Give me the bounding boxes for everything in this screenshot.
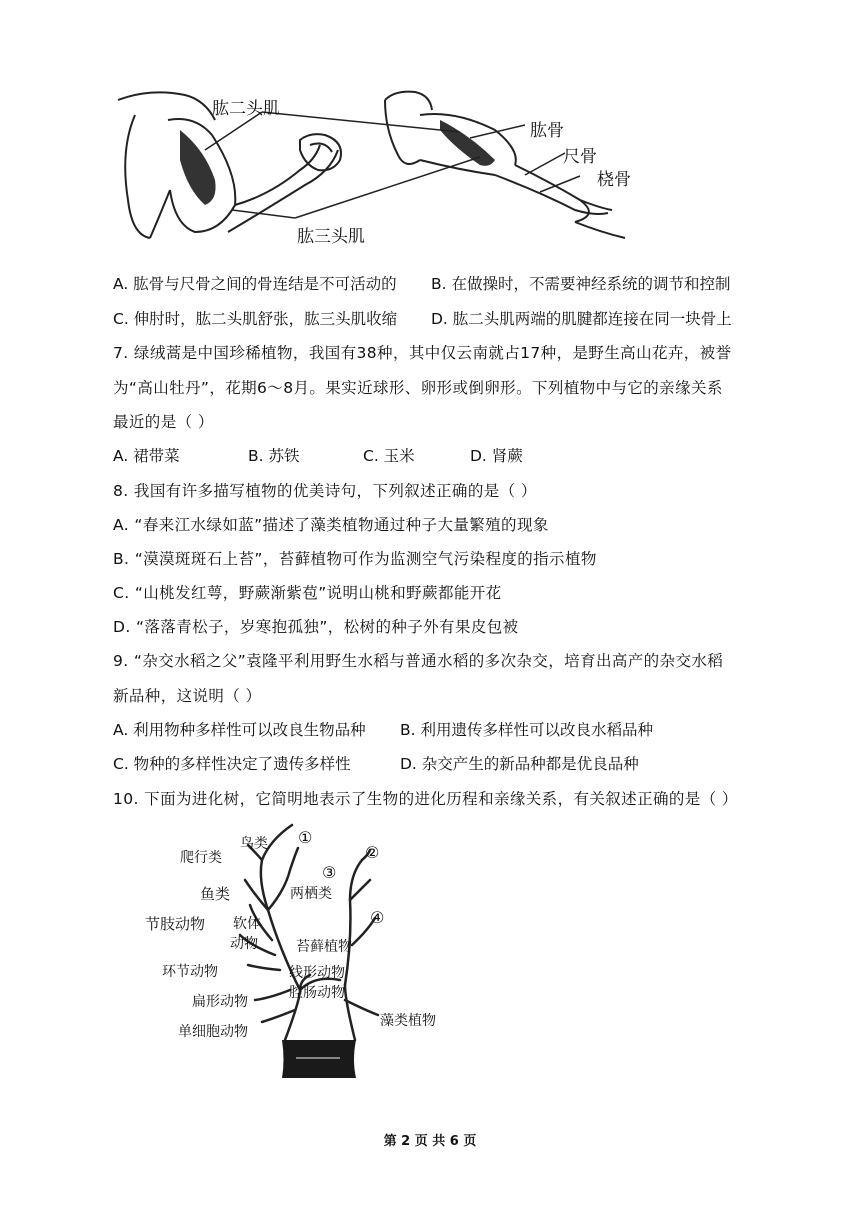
tree-label-bryophytes: 苔藓植物 <box>296 939 352 955</box>
q6-option-a[interactable]: A. 肱骨与尺骨之间的骨连结是不可活动的 <box>113 275 397 293</box>
tree-label-coelenterates: 腔肠动物 <box>289 985 345 1001</box>
tree-label-reptiles: 爬行类 <box>180 850 222 866</box>
q8-stem: 8. 我国有许多描写植物的优美诗句，下列叙述正确的是（ ） <box>113 482 537 500</box>
label-triceps: 肱三头肌 <box>297 227 365 247</box>
tree-label-annelids: 环节动物 <box>162 964 218 980</box>
q8-option-d[interactable]: D. “落落青松子，岁寒抱孤独”，松树的种子外有果皮包被 <box>113 618 519 636</box>
q7-option-b[interactable]: B. 苏铁 <box>248 447 300 465</box>
q9-option-c[interactable]: C. 物种的多样性决定了遗传多样性 <box>113 755 351 773</box>
label-humerus: 肱骨 <box>530 121 564 141</box>
tree-label-flatworms: 扁形动物 <box>192 994 248 1010</box>
q6-option-b[interactable]: B. 在做操时，不需要神经系统的调节和控制 <box>431 275 731 293</box>
q6-option-d[interactable]: D. 肱二头肌两端的肌腱都连接在同一块骨上 <box>431 310 732 328</box>
q7-option-c[interactable]: C. 玉米 <box>363 447 415 465</box>
tree-node-4: ④ <box>370 908 385 927</box>
q9-option-a[interactable]: A. 利用物种多样性可以改良生物品种 <box>113 721 366 739</box>
q10-stem: 10. 下面为进化树，它简明地表示了生物的进化历程和亲缘关系，有关叙述正确的是（ ） <box>113 790 738 808</box>
q9-option-b[interactable]: B. 利用遗传多样性可以改良水稻品种 <box>400 721 653 739</box>
tree-label-mollusc-2: 动物 <box>230 936 258 952</box>
page-footer: 第 2 页 共 6 页 <box>383 1134 477 1149</box>
q7-option-a[interactable]: A. 裙带菜 <box>113 447 180 465</box>
label-biceps: 肱二头肌 <box>212 99 280 119</box>
label-radius: 桡骨 <box>597 170 631 190</box>
tree-label-birds: 鸟类 <box>240 836 268 852</box>
tree-label-mollusc-1: 软体 <box>233 916 261 932</box>
q9-stem-line1: 9. “杂交水稻之父”袁隆平利用野生水稻与普通水稻的多次杂交，培育出高产的杂交水稻 <box>113 652 724 670</box>
label-ulna: 尺骨 <box>563 147 597 167</box>
tree-node-3: ③ <box>322 863 337 882</box>
tree-label-protozoa: 单细胞动物 <box>178 1024 248 1040</box>
q7-stem-line3: 最近的是（ ） <box>113 413 214 431</box>
tree-node-2: ② <box>365 843 380 862</box>
tree-label-arthropods: 节肢动物 <box>145 915 206 933</box>
q9-stem-line2: 新品种，这说明（ ） <box>113 687 262 705</box>
q8-option-b[interactable]: B. “漠漠斑斑石上苔”，苔藓植物可作为监测空气污染程度的指示植物 <box>113 550 597 568</box>
q7-stem-line2: 为“高山牡丹”，花期6～8月。果实近球形、卵形或倒卵形。下列植物中与它的亲缘关系 <box>113 379 723 397</box>
tree-label-amphibians: 两栖类 <box>290 886 332 902</box>
tree-label-algae: 藻类植物 <box>380 1013 436 1029</box>
q9-option-d[interactable]: D. 杂交产生的新品种都是优良品种 <box>400 755 639 773</box>
q8-option-c[interactable]: C. “山桃发红萼，野蕨渐紫苞”说明山桃和野蕨都能开花 <box>113 584 502 602</box>
q7-stem-line1: 7. 绿绒蒿是中国珍稀植物，我国有38种，其中仅云南就占17种，是野生高山花卉，被誉 <box>113 344 732 362</box>
q6-option-c[interactable]: C. 伸肘时，肱二头肌舒张，肱三头肌收缩 <box>113 310 398 328</box>
q7-option-d[interactable]: D. 肾蕨 <box>470 447 523 465</box>
tree-label-nematodes: 线形动物 <box>289 965 345 981</box>
q8-option-a[interactable]: A. “春来江水绿如蓝”描述了藻类植物通过种子大量繁殖的现象 <box>113 516 549 534</box>
tree-node-1: ① <box>298 828 313 847</box>
tree-label-fish: 鱼类 <box>200 885 231 903</box>
